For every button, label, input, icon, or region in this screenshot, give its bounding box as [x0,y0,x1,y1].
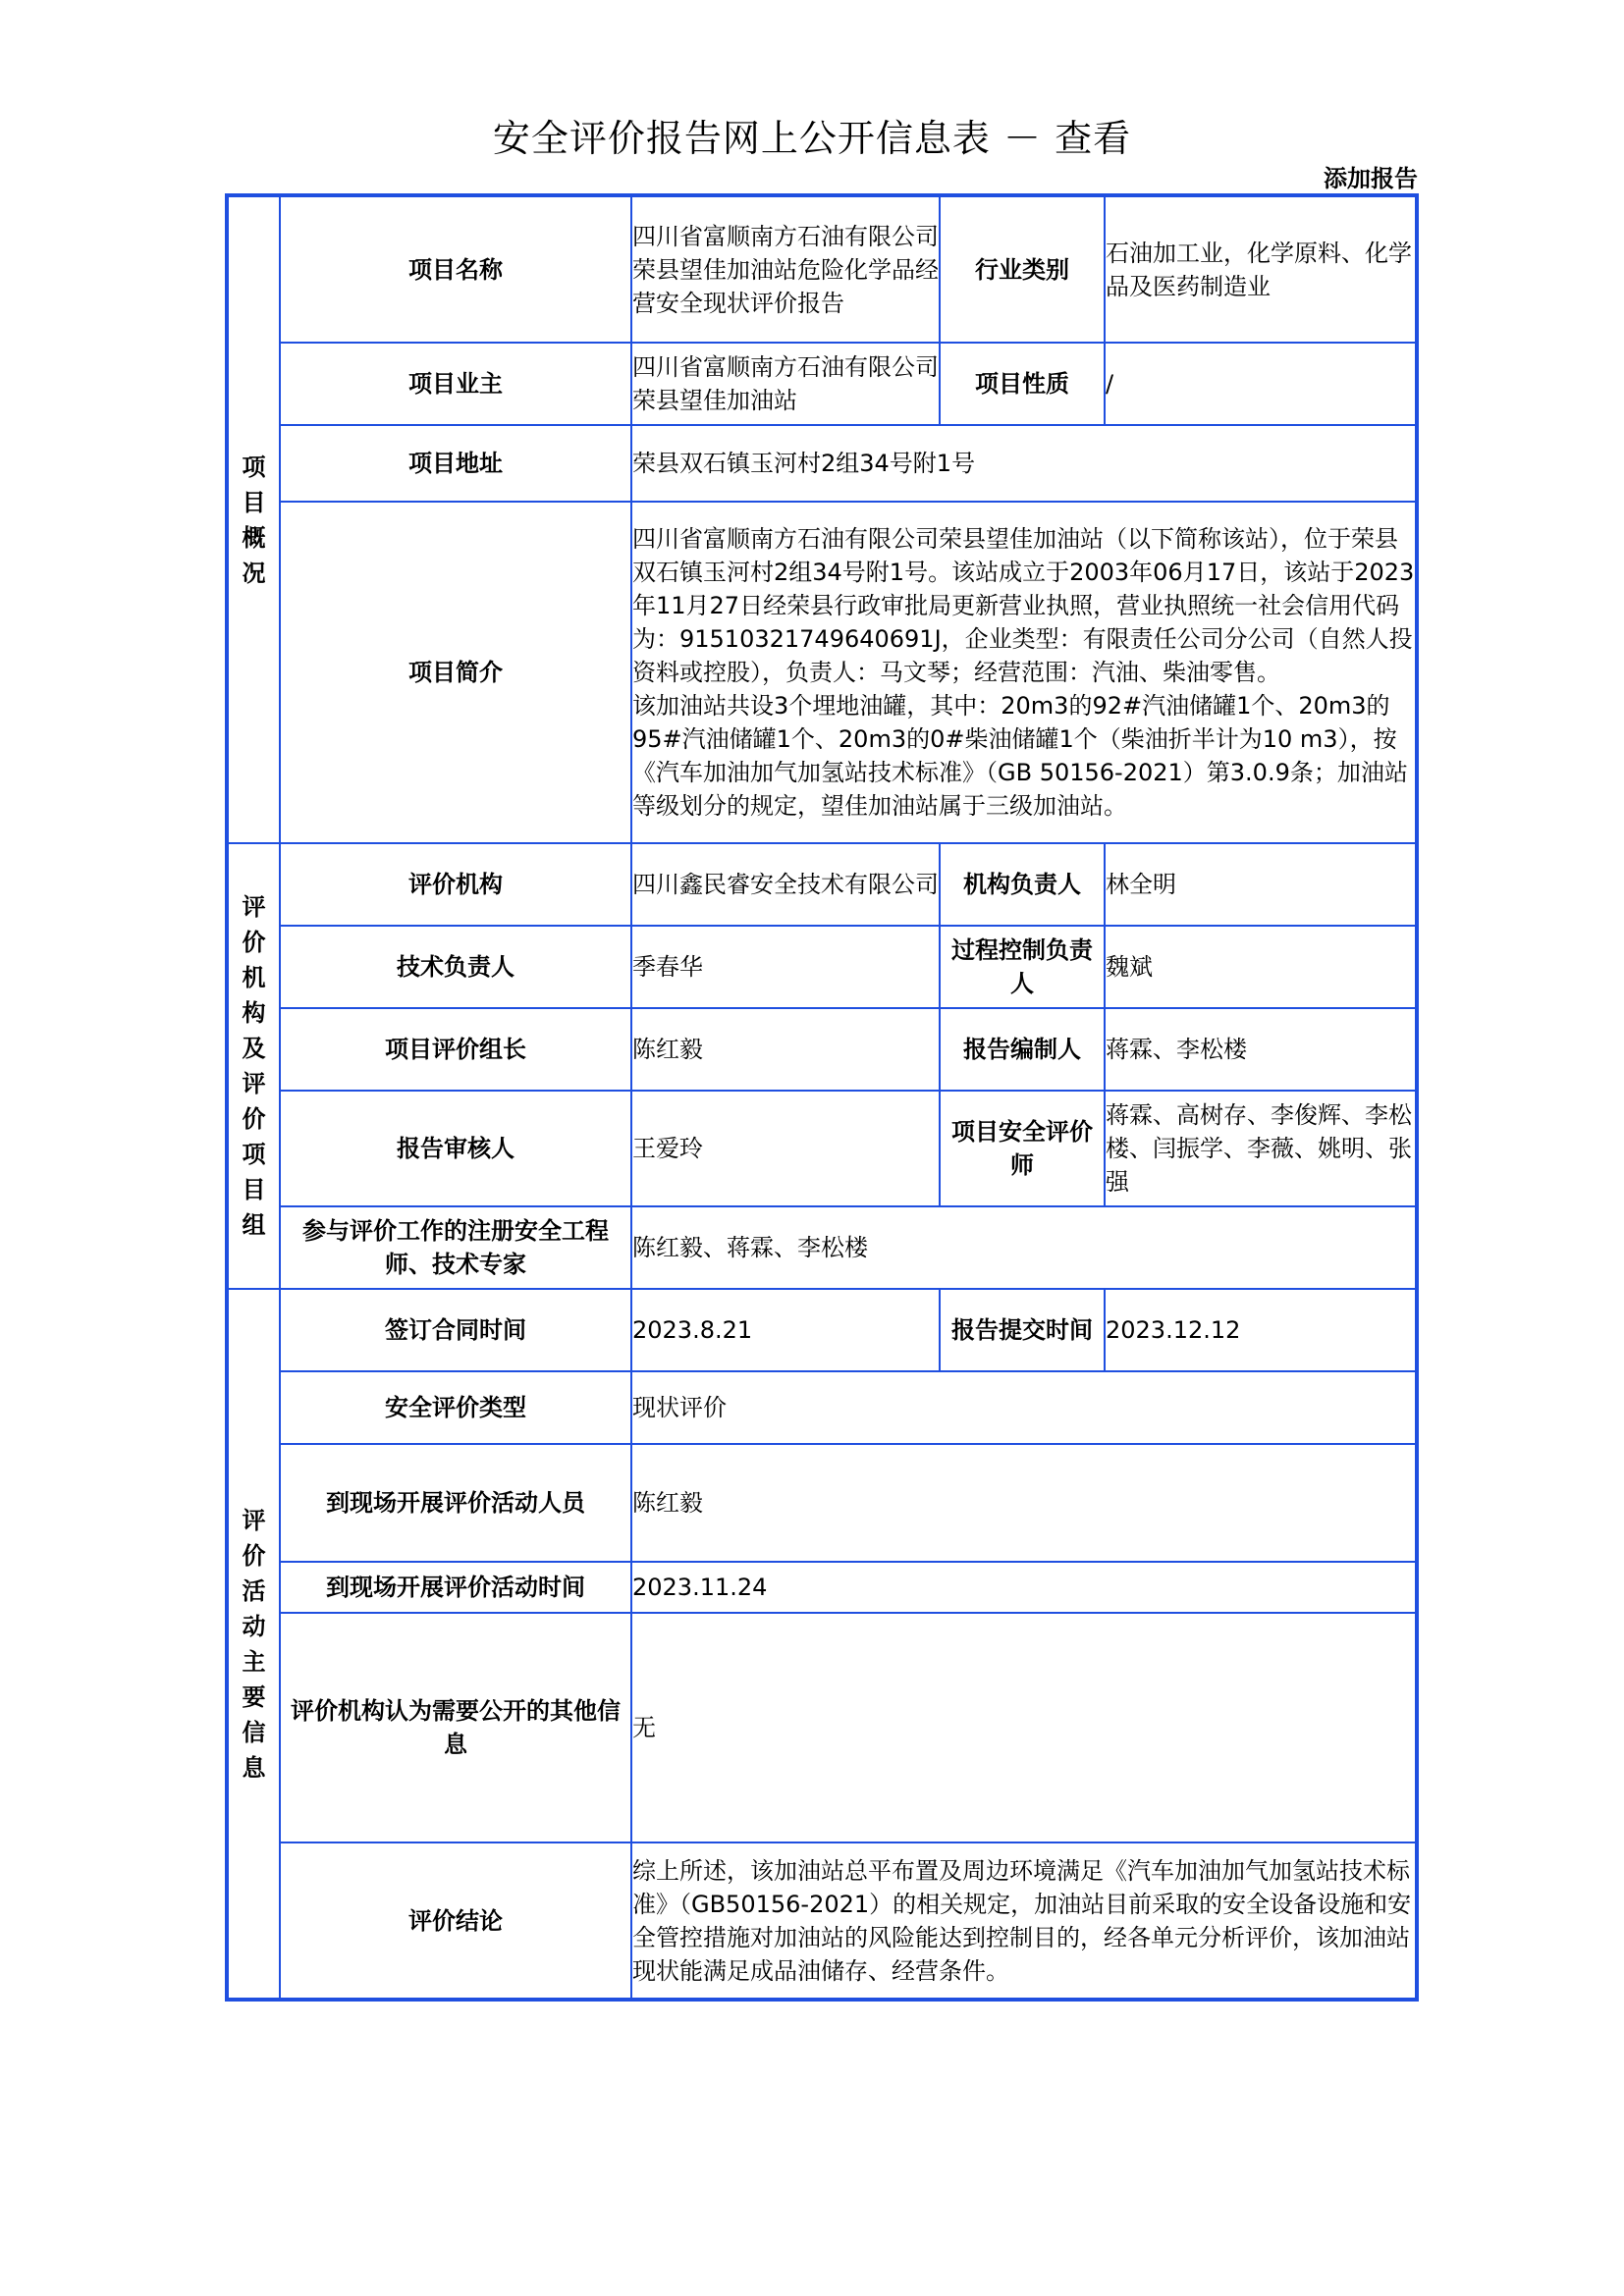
other-info-value: 无 [631,1613,1417,1842]
table-row [227,1842,1417,2000]
table-row [227,1371,1417,1444]
table-row [227,425,1417,502]
process-head-label: 过程控制负责人 [940,926,1105,1008]
process-head-value: 魏斌 [1105,926,1417,1008]
section-overview: 项目概况 [227,195,280,843]
nature-value: / [1105,343,1417,425]
reviewer-label: 报告审核人 [280,1091,631,1206]
table-row [227,1008,1417,1091]
onsite-time-value: 2023.11.24 [631,1562,1417,1613]
other-info-label: 评价机构认为需要公开的其他信息 [280,1613,631,1842]
table-row [227,926,1417,1008]
section-org: 评价机构及评价项目组 [227,843,280,1289]
engineers-label: 参与评价工作的注册安全工程师、技术专家 [280,1206,631,1289]
team-lead-value: 陈红毅 [631,1008,940,1091]
owner-label: 项目业主 [280,343,631,425]
eval-type-label: 安全评价类型 [280,1371,631,1444]
submit-label: 报告提交时间 [940,1289,1105,1371]
eval-type-value: 现状评价 [631,1371,1417,1444]
intro-paragraph-2: 该加油站共设3个埋地油罐，其中：20m3的92#汽油储罐1个、20m3的95#汽油储罐1个、20m3的0#柴油储罐1个（柴油折半计为10 m3），按《汽车加油加气加氢站技术标准》（GB 50156-2021）第3.0.9条；加油站等级划分的规定，望佳加油站属于三级加油站。 [632,692,1408,820]
intro-paragraph-1: 四川省富顺南方石油有限公司荣县望佳加油站（以下简称该站），位于荣县双石镇玉河村2组34号附1号。该站成立于2003年06月17日，该站于2023年11月27日经荣县行政审批局更新营业执照，营业执照统一社会信用代码为：91510321749640691J，企业类型：有限责任公司分公司（自然人投资料或控股），负责人：马文琴；经营范围：汽油、柴油零售。 [632,525,1415,686]
agency-head-value: 林全明 [1105,843,1417,926]
onsite-time-label: 到现场开展评价活动时间 [280,1562,631,1613]
add-report-link[interactable]: 添加报告 [1324,165,1418,192]
submit-value: 2023.12.12 [1105,1289,1417,1371]
table-row [227,195,1417,343]
engineers-value: 陈红毅、蒋霖、李松楼 [631,1206,1417,1289]
table-row [227,1562,1417,1613]
team-lead-label: 项目评价组长 [280,1008,631,1091]
table-row [227,843,1417,926]
conclusion-value: 综上所述，该加油站总平布置及周边环境满足《汽车加油加气加氢站技术标准》（GB50156-2021）的相关规定，加油站目前采取的安全设备设施和安全管控措施对加油站的风险能达到控制目的，经各单元分析评价，该加油站现状能满足成品油储存、经营条件。 [631,1842,1417,2000]
agency-head-label: 机构负责人 [940,843,1105,926]
industry-value: 石油加工业，化学原料、化学品及医药制造业 [1105,195,1417,343]
editor-label: 报告编制人 [940,1008,1105,1091]
table-row [227,502,1417,843]
tech-head-value: 季春华 [631,926,940,1008]
industry-label: 行业类别 [940,195,1105,343]
table-row [227,1206,1417,1289]
onsite-people-label: 到现场开展评价活动人员 [280,1444,631,1562]
table-row [227,1289,1417,1371]
owner-value: 四川省富顺南方石油有限公司荣县望佳加油站 [631,343,940,425]
intro-label: 项目简介 [280,502,631,843]
nature-label: 项目性质 [940,343,1105,425]
table-row [227,1091,1417,1206]
table-row [227,343,1417,425]
contract-label: 签订合同时间 [280,1289,631,1371]
address-value: 荣县双石镇玉河村2组34号附1号 [631,425,1417,502]
agency-value: 四川鑫民睿安全技术有限公司 [631,843,940,926]
onsite-people-value: 陈红毅 [631,1444,1417,1562]
tech-head-label: 技术负责人 [280,926,631,1008]
page-title: 安全评价报告网上公开信息表 － 查看 [492,117,1132,160]
editor-value: 蒋霖、李松楼 [1105,1008,1417,1091]
assessors-label: 项目安全评价师 [940,1091,1105,1206]
agency-label: 评价机构 [280,843,631,926]
info-table [225,193,1419,2002]
address-label: 项目地址 [280,425,631,502]
project-name-value: 四川省富顺南方石油有限公司荣县望佳加油站危险化学品经营安全现状评价报告 [631,195,940,343]
section-activity: 评价活动主要信息 [227,1289,280,2000]
intro-value [631,502,1417,843]
conclusion-label: 评价结论 [280,1842,631,2000]
contract-value: 2023.8.21 [631,1289,940,1371]
assessors-value: 蒋霖、高树存、李俊辉、李松楼、闫振学、李薇、姚明、张强 [1105,1091,1417,1206]
table-row [227,1613,1417,1842]
project-name-label: 项目名称 [280,195,631,343]
reviewer-value: 王爱玲 [631,1091,940,1206]
table-row [227,1444,1417,1562]
